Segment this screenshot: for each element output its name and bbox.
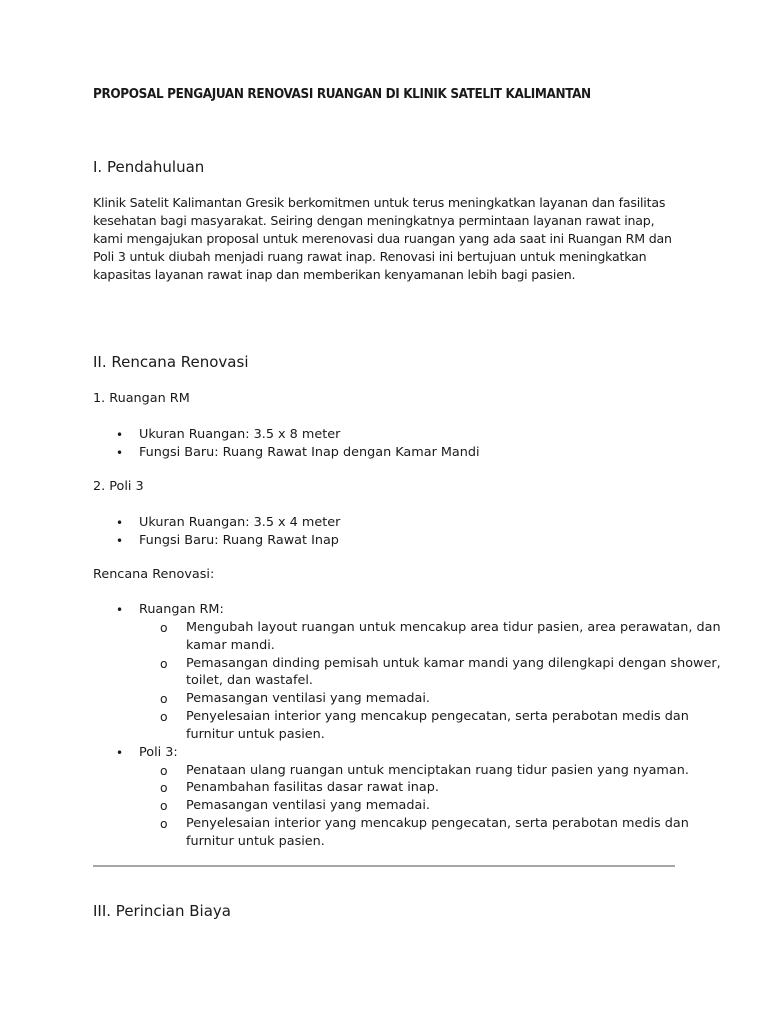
- sub-bullet-icon: o: [160, 691, 168, 707]
- renovation-plan-list: [93, 601, 721, 851]
- sub-bullet-icon: o: [160, 708, 168, 724]
- list-item: • Ukuran Ruangan: 3.5 x 4 meter: [116, 515, 341, 530]
- room1-spec-list: [93, 426, 693, 462]
- intro-paragraph: Klinik Satelit Kalimantan Gresik berkomitmen untuk terus meningkatkan layanan dan fasilitas kesehatan bagi masyarakat. Seiring dengan meningkatnya permintaan layanan rawat inap, kami mengajukan proposal untuk merenovasi dua ruangan yang ada saat ini Ruangan RM dan Poli 3 untuk diubah menjadi ruang rawat inap. Renovasi ini bertujuan untuk meningkatkan kapasitas layanan rawat inap dan memberikan kenyamanan lebih bagi pasien.: [93, 195, 672, 282]
- list-item: o Penambahan fasilitas dasar rawat inap.: [160, 780, 439, 796]
- list-item: o Pemasangan dinding pemisah untuk kamar mandi yang dilengkapi dengan shower, toilet, dan wastafel.: [160, 655, 721, 689]
- list-item: o Mengubah layout ruangan untuk mencakup area tidur pasien, area perawatan, dan kamar mandi.: [160, 620, 721, 653]
- document-title: PROPOSAL PENGAJUAN RENOVASI RUANGAN DI KLINIK SATELIT KALIMANTAN: [93, 87, 591, 102]
- bullet-icon: •: [116, 516, 124, 530]
- list-item: • Fungsi Baru: Ruang Rawat Inap: [116, 533, 339, 548]
- plan-label: Rencana Renovasi:: [93, 567, 215, 582]
- section-heading-rencana-renovasi: II. Rencana Renovasi: [93, 353, 249, 371]
- list-item: o Pemasangan ventilasi yang memadai.: [160, 691, 430, 707]
- list-item: o Pemasangan ventilasi yang memadai.: [160, 798, 430, 814]
- section-heading-pendahuluan: I. Pendahuluan: [93, 158, 205, 176]
- sub-bullet-icon: o: [160, 762, 168, 778]
- bullet-icon: •: [116, 534, 124, 548]
- bullet-icon: •: [116, 428, 124, 442]
- sub-bullet-icon: o: [160, 815, 168, 831]
- list-item: [93, 601, 721, 744]
- plan-poli3-sublist: [139, 762, 693, 851]
- list-item: • Ukuran Ruangan: 3.5 x 8 meter: [116, 427, 341, 442]
- list-item: o Penyelesaian interior yang mencakup pengecatan, serta perabotan medis dan furnitur untuk pasien.: [160, 815, 689, 849]
- bullet-icon: •: [116, 446, 124, 460]
- room2-spec-list: [93, 514, 693, 550]
- plan-poli3-label: Poli 3:: [139, 744, 178, 760]
- plan-room-rm-sublist: [139, 619, 721, 744]
- list-item: • Fungsi Baru: Ruang Rawat Inap dengan Kamar Mandi: [116, 445, 480, 460]
- list-item: o Penataan ulang ruangan untuk menciptakan ruang tidur pasien yang nyaman.: [160, 762, 689, 778]
- bullet-icon: •: [116, 745, 124, 760]
- horizontal-divider: [93, 865, 675, 867]
- sub-bullet-icon: o: [160, 780, 168, 796]
- bullet-icon: •: [116, 603, 124, 617]
- room2-label: 2. Poli 3: [93, 479, 144, 494]
- plan-room-rm-label: Ruangan RM:: [139, 602, 224, 617]
- room1-label: 1. Ruangan RM: [93, 391, 190, 406]
- sub-bullet-icon: o: [160, 798, 168, 814]
- sub-bullet-icon: o: [160, 655, 168, 671]
- list-item: o Penyelesaian interior yang mencakup pengecatan, serta perabotan medis dan furnitur untuk pasien.: [160, 708, 689, 742]
- section-heading-perincian-biaya: III. Perincian Biaya: [93, 902, 231, 920]
- list-item: [93, 744, 693, 851]
- sub-bullet-icon: o: [160, 620, 168, 635]
